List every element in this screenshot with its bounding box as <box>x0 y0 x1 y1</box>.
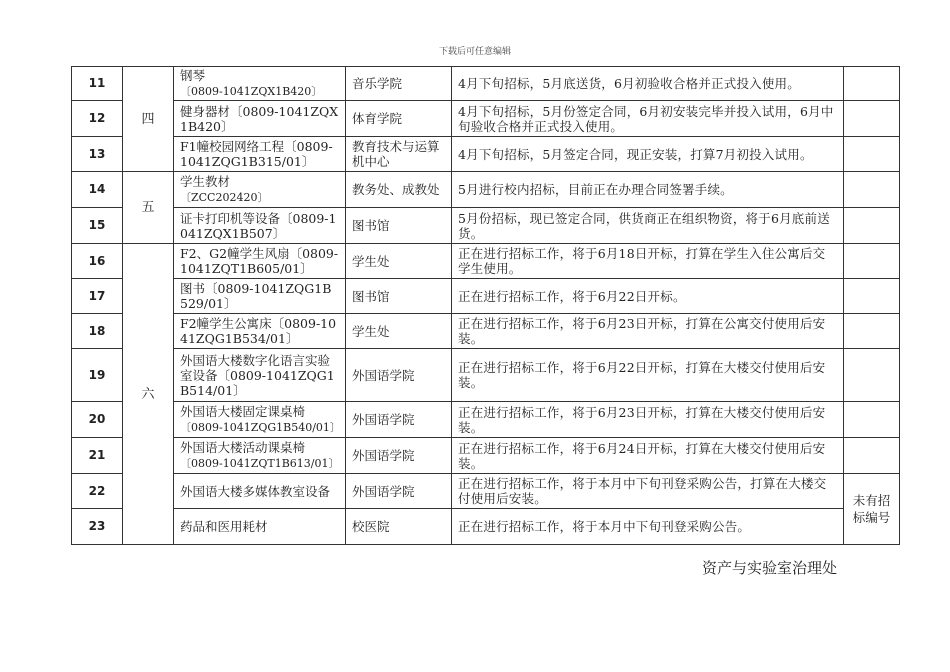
row-number: 14 <box>72 172 123 208</box>
row-number: 15 <box>72 208 123 244</box>
progress: 正在进行招标工作，将于本月中下旬刊登采购公告，打算在大楼交付使用后安装。 <box>452 474 844 509</box>
row-number: 17 <box>72 279 123 314</box>
remark-cell <box>844 402 900 438</box>
progress: 4月下旬招标，5月签定合同，现正安装，打算7月初投入试用。 <box>452 137 844 172</box>
project-title: 学生教材 <box>180 174 231 189</box>
department: 学生处 <box>346 244 452 279</box>
table-row <box>72 402 900 438</box>
department: 外国语学院 <box>346 402 452 438</box>
remark-cell <box>844 101 900 137</box>
project-name: F2、G2幢学生风扇〔0809-1041ZQT1B605/01〕 <box>174 244 346 279</box>
table-row <box>72 101 900 137</box>
row-number: 12 <box>72 101 123 137</box>
table-row <box>72 438 900 474</box>
row-number: 20 <box>72 402 123 438</box>
remark-no-tender-number: 未有招标编号 <box>844 474 900 545</box>
department: 校医院 <box>346 509 452 545</box>
remark-cell <box>844 208 900 244</box>
issuing-department: 资产与实验室治理处 <box>702 559 838 577</box>
project-name <box>174 438 346 474</box>
project-name: 健身器材〔0809-1041ZQX1B420〕 <box>174 101 346 137</box>
header-note: 下载后可任意编辑 <box>438 47 511 57</box>
row-number: 21 <box>72 438 123 474</box>
progress: 正在进行招标工作，将于6月23日开标，打算在公寓交付使用后安装。 <box>452 314 844 349</box>
remark-cell <box>844 67 900 101</box>
table-row <box>72 67 900 101</box>
progress: 5月份招标，现已签定合同，供货商正在组织物资，将于6月底前送货。 <box>452 208 844 244</box>
remark-cell <box>844 279 900 314</box>
project-code: 〔ZCC202420〕 <box>180 191 269 204</box>
remark-cell <box>844 244 900 279</box>
project-code: 〔0809-1041ZQX1B420〕 <box>180 85 323 98</box>
row-number: 23 <box>72 509 123 545</box>
project-name: F2幢学生公寓床〔0809-1041ZQG1B534/01〕 <box>174 314 346 349</box>
procurement-progress-table <box>71 66 900 545</box>
department: 外国语学院 <box>346 438 452 474</box>
group-label: 四 <box>123 67 174 172</box>
department: 外国语学院 <box>346 474 452 509</box>
department: 图书馆 <box>346 208 452 244</box>
project-name <box>174 172 346 208</box>
table-row <box>72 349 900 402</box>
row-number: 16 <box>72 244 123 279</box>
project-code: 〔0809-1041ZQG1B540/01〕 <box>180 421 341 434</box>
remark-cell <box>844 314 900 349</box>
table-row <box>72 208 900 244</box>
project-name: 药品和医用耗材 <box>174 509 346 545</box>
progress: 4月下旬招标，5月底送货，6月初验收合格并正式投入使用。 <box>452 67 844 101</box>
department: 外国语学院 <box>346 349 452 402</box>
group-label: 五 <box>123 172 174 244</box>
table-row <box>72 279 900 314</box>
project-title: 外国语大楼固定课桌椅 <box>180 404 306 419</box>
project-name: 外国语大楼多媒体教室设备 <box>174 474 346 509</box>
department: 教育技术与运算机中心 <box>346 137 452 172</box>
table-row <box>72 314 900 349</box>
progress: 正在进行招标工作，将于本月中下旬刊登采购公告。 <box>452 509 844 545</box>
progress: 正在进行招标工作，将于6月24日开标，打算在大楼交付使用后安装。 <box>452 438 844 474</box>
remark-cell <box>844 172 900 208</box>
progress: 4月下旬招标，5月份签定合同，6月初安装完毕并投入试用，6月中旬验收合格并正式投入使用。 <box>452 101 844 137</box>
project-name <box>174 402 346 438</box>
progress: 正在进行招标工作，将于6月22日开标。 <box>452 279 844 314</box>
department: 学生处 <box>346 314 452 349</box>
project-name: F1幢校园网络工程〔0809-1041ZQG1B315/01〕 <box>174 137 346 172</box>
project-title: 外国语大楼活动课桌椅 <box>180 440 306 455</box>
table-row <box>72 509 900 545</box>
project-name <box>174 67 346 101</box>
remark-cell <box>844 349 900 402</box>
row-number: 19 <box>72 349 123 402</box>
table-row <box>72 474 900 509</box>
group-label: 六 <box>123 244 174 545</box>
progress: 正在进行招标工作，将于6月23日开标，打算在大楼交付使用后安装。 <box>452 402 844 438</box>
project-title: 钢琴 <box>180 68 206 83</box>
department: 体育学院 <box>346 101 452 137</box>
progress: 正在进行招标工作，将于6月22日开标，打算在大楼交付使用后安装。 <box>452 349 844 402</box>
project-code: 〔0809-1041ZQT1B613/01〕 <box>180 457 340 470</box>
table-row <box>72 172 900 208</box>
row-number: 13 <box>72 137 123 172</box>
row-number: 22 <box>72 474 123 509</box>
department: 教务处、成教处 <box>346 172 452 208</box>
remark-cell <box>844 438 900 474</box>
department: 图书馆 <box>346 279 452 314</box>
row-number: 18 <box>72 314 123 349</box>
department: 音乐学院 <box>346 67 452 101</box>
progress: 5月进行校内招标，目前正在办理合同签署手续。 <box>452 172 844 208</box>
project-name: 图书〔0809-1041ZQG1B529/01〕 <box>174 279 346 314</box>
project-name: 外国语大楼数字化语言实验室设备〔0809-1041ZQG1B514/01〕 <box>174 349 346 402</box>
table-row <box>72 137 900 172</box>
row-number: 11 <box>72 67 123 101</box>
table-row <box>72 244 900 279</box>
project-name: 证卡打印机等设备〔0809-1041ZQX1B507〕 <box>174 208 346 244</box>
progress: 正在进行招标工作，将于6月18日开标，打算在学生入住公寓后交学生使用。 <box>452 244 844 279</box>
remark-cell <box>844 137 900 172</box>
